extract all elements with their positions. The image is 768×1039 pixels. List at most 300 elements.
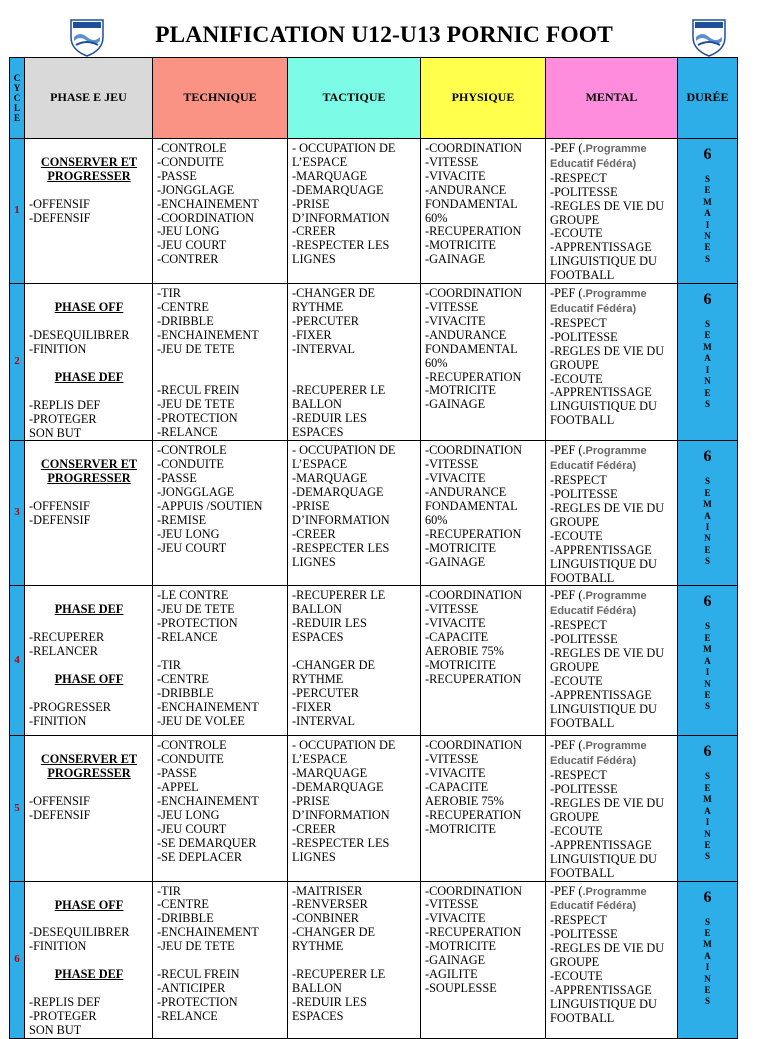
mental-item: -APPRENTISSAGE — [550, 837, 652, 852]
duration-letter: N — [704, 533, 711, 544]
pef-line — [550, 287, 674, 317]
pef-description: .Programme Educatif Fédéra) — [550, 288, 647, 315]
cell-line: -REDUIR LES — [292, 411, 367, 426]
cell-line: -GAINAGE — [425, 554, 486, 569]
cycle-number: 2 — [10, 284, 25, 441]
cell-line: - OCCUPATION DE — [292, 141, 396, 155]
cell-line: -JEU LONG — [157, 808, 220, 822]
cell-line: -COORDINATION — [425, 141, 522, 155]
cell-line: ESPACES — [292, 630, 344, 645]
duration-letter: N — [704, 678, 711, 689]
physique-cell — [421, 586, 546, 736]
cell-line: -SOUPLESSE — [425, 980, 497, 995]
phase-title: PHASE OFF — [54, 672, 124, 687]
cell-line: -MARQUAGE — [292, 471, 368, 486]
duration-unit — [678, 917, 737, 1008]
phase-item: -FINITION — [29, 714, 87, 728]
phase-cell — [25, 736, 153, 881]
duration-letter: S — [704, 476, 710, 487]
cell-line: -PROTECTION — [157, 994, 238, 1009]
duration-number: 6 — [703, 743, 712, 761]
cell-line: -JEU COURT — [157, 540, 227, 555]
mental-item: -ECOUTE — [550, 226, 603, 241]
duration-letter: S — [704, 916, 710, 927]
cell-line: -RENVERSER — [292, 897, 368, 912]
duration-letter: I — [705, 522, 710, 533]
cell-line: -PASSE — [157, 471, 197, 486]
spacer — [29, 982, 149, 996]
mental-item: -REGLES DE VIE DU — [550, 646, 665, 661]
cell-line: -RECUPERER LE — [292, 383, 386, 398]
cell-line: -GAINAGE — [425, 252, 486, 267]
duration-letter: S — [704, 701, 710, 712]
cell-line: -PRISE — [292, 196, 330, 211]
cell-line: BALLON — [292, 980, 342, 995]
cell-line: -VITESSE — [425, 602, 479, 617]
cell-line: -CREER — [292, 821, 336, 836]
duration-cell — [678, 586, 738, 736]
header-tactique: TACTIQUE — [288, 58, 421, 139]
cell-line: -ENCHAINEMENT — [157, 699, 259, 714]
duration-letter: E — [704, 839, 711, 850]
phase-item: -DESEQUILIBRER — [29, 925, 130, 940]
tactique-cell — [288, 441, 421, 586]
cycle-header-letter: L — [13, 103, 20, 113]
phase-item: -OFFENSIF — [29, 196, 90, 211]
cell-line: -VITESSE — [425, 752, 479, 767]
cell-line: -MOTRICITE — [425, 540, 497, 555]
cell-line: RYTHME — [292, 671, 344, 686]
phase-item: -OFFENSIF — [29, 794, 90, 809]
phase-item: -DESEQUILIBRER — [29, 327, 130, 342]
cell-line: -VIVACITE — [425, 168, 486, 183]
mental-item: -RESPECT — [550, 768, 607, 783]
mental-item: -RESPECT — [550, 913, 607, 928]
phase-item: SON BUT — [29, 425, 82, 440]
duration-letter: E — [704, 387, 711, 398]
mental-cell — [546, 881, 678, 1038]
mental-item: FOOTBALL — [550, 268, 615, 283]
cycle-number: 4 — [10, 586, 25, 736]
technique-cell — [153, 441, 288, 586]
spacer — [292, 371, 417, 385]
duration-letter: A — [704, 950, 711, 961]
mental-item: -POLITESSE — [550, 329, 618, 344]
duration-letter: I — [705, 962, 710, 973]
cell-line: -RECUPERER LE — [292, 966, 386, 981]
phase-item: -FINITION — [29, 341, 87, 356]
cell-line: -INTERVAL — [292, 713, 355, 728]
mental-cell — [546, 284, 678, 441]
mental-item: -ECOUTE — [550, 673, 603, 688]
cycle-header-letter: E — [13, 113, 20, 123]
mental-item: LINGUISTIQUE DU — [550, 556, 657, 571]
duration-letter: E — [704, 984, 711, 995]
cell-line: -APPEL — [157, 780, 199, 795]
cell-line: -RECUPERER LE — [292, 588, 386, 603]
cell-line: -AGILITE — [425, 966, 478, 981]
mental-item: -RESPECT — [550, 315, 607, 330]
technique-cell — [153, 881, 288, 1038]
spacer — [29, 617, 149, 631]
phase-item: SON BUT — [29, 1022, 82, 1037]
cell-line: -RELANCE — [157, 630, 218, 645]
cell-line: D’INFORMATION — [292, 808, 390, 822]
cell-line: -PASSE — [157, 168, 197, 183]
pef-description: .Programme Educatif Fédéra) — [550, 445, 647, 473]
cell-line: -ENCHAINEMENT — [157, 794, 259, 809]
phase-title: PHASE OFF — [54, 300, 124, 315]
cell-line: -ENCHAINEMENT — [157, 925, 259, 940]
cell-line: LIGNES — [292, 849, 336, 864]
duration-letter: I — [705, 817, 710, 828]
cycle-header-letter: C — [13, 93, 21, 103]
cell-line: -RELANCE — [157, 425, 218, 440]
phase-cell — [25, 881, 153, 1038]
cell-line: FONDAMENTAL — [425, 196, 518, 211]
cell-line: -ANDURANCE — [425, 182, 507, 197]
cell-line: -CAPACITE — [425, 630, 489, 645]
cell-line: -PROTECTION — [157, 616, 238, 631]
cell-line: -REDUIR LES — [292, 616, 367, 631]
cell-line: -PRISE — [292, 499, 330, 514]
cycle-header-letter: Y — [13, 83, 21, 93]
physique-cell — [421, 441, 546, 586]
cell-line: -VIVACITE — [425, 313, 486, 328]
cycle-number: 1 — [10, 139, 25, 284]
duration-cell — [678, 736, 738, 881]
phase-item: -RELANCER — [29, 644, 98, 659]
phase-cell — [25, 139, 153, 284]
duration-number: 6 — [703, 593, 712, 611]
table-row — [10, 736, 738, 881]
mental-item: -POLITESSE — [550, 184, 618, 199]
duration-letter: S — [704, 851, 710, 862]
cell-line: -CENTRE — [157, 671, 209, 686]
mental-item: GROUPE — [550, 212, 600, 227]
cell-line: -RECUPERATION — [425, 671, 522, 686]
page-title: PLANIFICATION U12-U13 PORNIC FOOT — [155, 22, 613, 48]
pef-line — [550, 885, 674, 915]
mental-item: -ECOUTE — [550, 823, 603, 838]
cell-line: -COORDINATION — [425, 883, 522, 898]
duration-letter: I — [705, 219, 710, 230]
cell-line: -JONGGLAGE — [157, 182, 235, 197]
tactique-cell — [288, 881, 421, 1038]
duration-cell — [678, 441, 738, 586]
mental-cell — [546, 736, 678, 881]
cell-line: -VITESSE — [425, 299, 479, 314]
cell-line: -ANDURANCE — [425, 485, 507, 500]
cell-line: -JEU DE VOLEE — [157, 713, 245, 728]
cell-line: -PERCUTER — [292, 313, 359, 328]
cell-line: -CREER — [292, 224, 336, 239]
spacer — [29, 486, 149, 500]
cell-line: -MOTRICITE — [425, 658, 497, 672]
duration-letter: A — [704, 208, 711, 219]
mental-item: -POLITESSE — [550, 487, 618, 502]
duration-unit — [678, 621, 737, 712]
pef-line — [550, 589, 674, 619]
physique-cell — [421, 736, 546, 881]
cell-line: BALLON — [292, 602, 342, 617]
mental-item: GROUPE — [550, 810, 600, 824]
mental-cell — [546, 139, 678, 284]
technique-cell — [153, 586, 288, 736]
cell-line: -PERCUTER — [292, 685, 359, 700]
phase-item: -PROGRESSER — [29, 700, 112, 715]
duration-number: 6 — [703, 888, 712, 906]
mental-item: -ECOUTE — [550, 371, 603, 386]
mental-item: -RESPECT — [550, 618, 607, 633]
cell-line: -RECUPERATION — [425, 526, 522, 541]
duration-letter: S — [704, 319, 710, 330]
spacer — [29, 954, 149, 968]
duration-letter: M — [703, 499, 712, 510]
mental-item: LINGUISTIQUE DU — [550, 701, 657, 716]
cell-line: -JEU LONG — [157, 526, 220, 541]
duration-number: 6 — [703, 291, 712, 309]
cell-line: ESPACES — [292, 425, 344, 440]
duration-letter: I — [705, 667, 710, 678]
duration-letter: S — [704, 996, 710, 1007]
cell-line: -COORDINATION — [425, 286, 522, 301]
mental-item: -POLITESSE — [550, 632, 618, 647]
mental-cell — [546, 441, 678, 586]
mental-item: -REGLES DE VIE DU — [550, 343, 665, 358]
mental-item: -REGLES DE VIE DU — [550, 501, 665, 516]
phase-item: -PROTEGER — [29, 1009, 97, 1024]
duration-letter: S — [704, 253, 710, 264]
cell-line: -ENCHAINEMENT — [157, 327, 259, 342]
tactique-cell — [288, 736, 421, 881]
cell-line: L’ESPACE — [292, 752, 348, 767]
cell-line: D’INFORMATION — [292, 512, 390, 527]
cell-line: -JEU COURT — [157, 238, 227, 253]
duration-letter: N — [704, 828, 711, 839]
mental-item: LINGUISTIQUE DU — [550, 254, 657, 269]
table-row — [10, 284, 738, 441]
table-row — [10, 881, 738, 1038]
cell-line: L’ESPACE — [292, 154, 348, 169]
cell-line: -JEU DE TETE — [157, 397, 235, 412]
phase-item: -RECUPERER — [29, 630, 105, 645]
duration-cell — [678, 139, 738, 284]
cell-line: -MOTRICITE — [425, 821, 497, 836]
physique-cell — [421, 139, 546, 284]
cell-line: -DEMARQUAGE — [292, 780, 384, 795]
mental-item: FOOTBALL — [550, 413, 615, 428]
pef-description: .Programme Educatif Fédéra) — [550, 740, 647, 768]
duration-letter: E — [704, 242, 711, 253]
duration-letter: E — [704, 632, 711, 643]
cell-line: -ENCHAINEMENT — [157, 196, 259, 211]
table-row — [10, 586, 738, 736]
duration-letter: E — [704, 782, 711, 793]
duration-letter: S — [704, 398, 710, 409]
tactique-cell — [288, 284, 421, 441]
cell-line: D’INFORMATION — [292, 210, 390, 225]
cell-line: -RESPECTER LES — [292, 835, 390, 850]
duration-letter: M — [703, 939, 712, 950]
duration-letter: E — [704, 330, 711, 341]
mental-item: FOOTBALL — [550, 715, 615, 730]
cell-line: -COORDINATION — [425, 443, 522, 458]
phase-title: PHASE DEF — [54, 602, 124, 617]
duration-letter: A — [704, 353, 711, 364]
duration-letter: M — [703, 341, 712, 352]
mental-item: LINGUISTIQUE DU — [550, 399, 657, 414]
cell-line: -REMISE — [157, 512, 207, 527]
table-row — [10, 139, 738, 284]
pef-label: -PEF ( — [550, 883, 583, 898]
duration-letter: S — [704, 556, 710, 567]
mental-item: -APPRENTISSAGE — [550, 385, 652, 400]
cell-line: -FIXER — [292, 699, 332, 714]
duration-letter: E — [704, 185, 711, 196]
cycle-number: 5 — [10, 736, 25, 881]
spacer — [157, 371, 284, 385]
pef-description: .Programme Educatif Fédéra) — [550, 590, 647, 618]
cell-line: - OCCUPATION DE — [292, 443, 396, 458]
cycle-number: 3 — [10, 441, 25, 586]
phase-item: -FINITION — [29, 939, 87, 954]
pef-label: -PEF ( — [550, 738, 583, 753]
cell-line: -CONTROLE — [157, 738, 227, 753]
duration-letter: I — [705, 364, 710, 375]
cell-line: -ANDURANCE — [425, 327, 507, 342]
cell-line: -CREER — [292, 526, 336, 541]
cell-line: 60% — [425, 210, 448, 225]
mental-item: -APPRENTISSAGE — [550, 982, 652, 997]
duration-letter: N — [704, 973, 711, 984]
phase-title: PHASE OFF — [54, 897, 124, 912]
phase-item: -DEFENSIF — [29, 513, 91, 528]
mental-item: LINGUISTIQUE DU — [550, 851, 657, 866]
phase-item: -REPLIS DEF — [29, 995, 101, 1010]
spacer — [29, 385, 149, 399]
spacer — [157, 357, 284, 371]
header-phase: PHASE E JEU — [25, 58, 153, 139]
cell-line: -DRIBBLE — [157, 911, 214, 926]
mental-item: FOOTBALL — [550, 570, 615, 585]
cell-line: -COORDINATION — [425, 738, 522, 753]
cell-line: -CAPACITE — [425, 780, 489, 795]
cell-line: -CONDUITE — [157, 154, 224, 169]
tactique-cell — [288, 139, 421, 284]
mental-item: -REGLES DE VIE DU — [550, 796, 665, 811]
cell-line: -CHANGER DE — [292, 925, 375, 940]
cell-line: -JEU DE TETE — [157, 939, 235, 954]
cell-line: -JONGGLAGE — [157, 485, 235, 500]
spacer — [29, 781, 149, 795]
cell-line: -FIXER — [292, 327, 332, 342]
cell-line: -JEU DE TETE — [157, 602, 235, 617]
cell-line: -DEMARQUAGE — [292, 182, 384, 197]
cell-line: BALLON — [292, 397, 342, 412]
spacer — [157, 645, 284, 659]
cell-line: AEROBIE 75% — [425, 644, 504, 659]
cell-line: -RESPECTER LES — [292, 540, 390, 555]
cell-line: RYTHME — [292, 299, 344, 314]
duration-letter: E — [704, 487, 711, 498]
cell-line: -CHANGER DE — [292, 286, 375, 301]
phase-item: -PROTEGER — [29, 411, 97, 426]
cell-line: -DRIBBLE — [157, 685, 214, 700]
phase-title: CONSERVER ET PROGRESSER — [40, 752, 138, 781]
pef-line — [550, 739, 674, 769]
cell-line: -PROTECTION — [157, 411, 238, 426]
cell-line: -DEMARQUAGE — [292, 485, 384, 500]
cycle-header-letters — [10, 73, 24, 123]
mental-item: -APPRENTISSAGE — [550, 240, 652, 255]
spacer — [29, 687, 149, 701]
pef-label: -PEF ( — [550, 286, 583, 301]
duration-letter: M — [703, 196, 712, 207]
mental-item: -POLITESSE — [550, 782, 618, 797]
cell-line: -VIVACITE — [425, 911, 486, 926]
header-mental: MENTAL — [546, 58, 678, 139]
duration-unit — [678, 174, 737, 265]
mental-item: -REGLES DE VIE DU — [550, 198, 665, 213]
cell-line: -MARQUAGE — [292, 766, 368, 781]
cell-line: -PRISE — [292, 794, 330, 809]
cell-line: -APPUIS /SOUTIEN — [157, 499, 263, 514]
mental-item: -APPRENTISSAGE — [550, 687, 652, 702]
cell-line: -RECUL FREIN — [157, 966, 240, 981]
duration-letter: S — [704, 621, 710, 632]
spacer — [29, 659, 149, 673]
phase-item: -DEFENSIF — [29, 808, 91, 823]
cell-line: -JEU DE TETE — [157, 341, 235, 356]
cell-line: -CONTROLE — [157, 443, 227, 458]
cell-line: -VITESSE — [425, 457, 479, 472]
mental-item: GROUPE — [550, 514, 600, 529]
pef-label: -PEF ( — [550, 588, 583, 603]
duration-letter: M — [703, 644, 712, 655]
spacer — [292, 954, 417, 968]
cell-line: -JEU COURT — [157, 821, 227, 836]
cell-line: -TIR — [157, 883, 181, 898]
mental-item: -POLITESSE — [550, 927, 618, 942]
table-row — [10, 441, 738, 586]
cell-line: -CONTRER — [157, 252, 219, 267]
phase-title: CONSERVER ET PROGRESSER — [40, 155, 138, 183]
cell-line: -CENTRE — [157, 897, 209, 912]
pef-description: .Programme Educatif Fédéra) — [550, 885, 647, 913]
cell-line: -COORDINATION — [425, 588, 522, 603]
cell-line: -REDUIR LES — [292, 994, 367, 1009]
header-cycle — [10, 58, 25, 139]
duration-unit — [678, 319, 737, 410]
pef-description: .Programme Educatif Fédéra) — [550, 143, 647, 170]
mental-item: FOOTBALL — [550, 865, 615, 880]
duration-letter: N — [704, 376, 711, 387]
cell-line: -MARQUAGE — [292, 168, 368, 183]
pef-line — [550, 444, 674, 474]
pef-line — [550, 142, 674, 172]
duration-number: 6 — [703, 146, 712, 163]
duration-unit — [678, 476, 737, 567]
phase-item: -DEFENSIF — [29, 210, 91, 225]
mental-item: -RESPECT — [550, 473, 607, 488]
cell-line: -JEU LONG — [157, 224, 220, 239]
phase-cell — [25, 586, 153, 736]
cell-line: 60% — [425, 355, 448, 370]
duration-letter: A — [704, 655, 711, 666]
spacer — [29, 315, 149, 329]
technique-cell — [153, 284, 288, 441]
